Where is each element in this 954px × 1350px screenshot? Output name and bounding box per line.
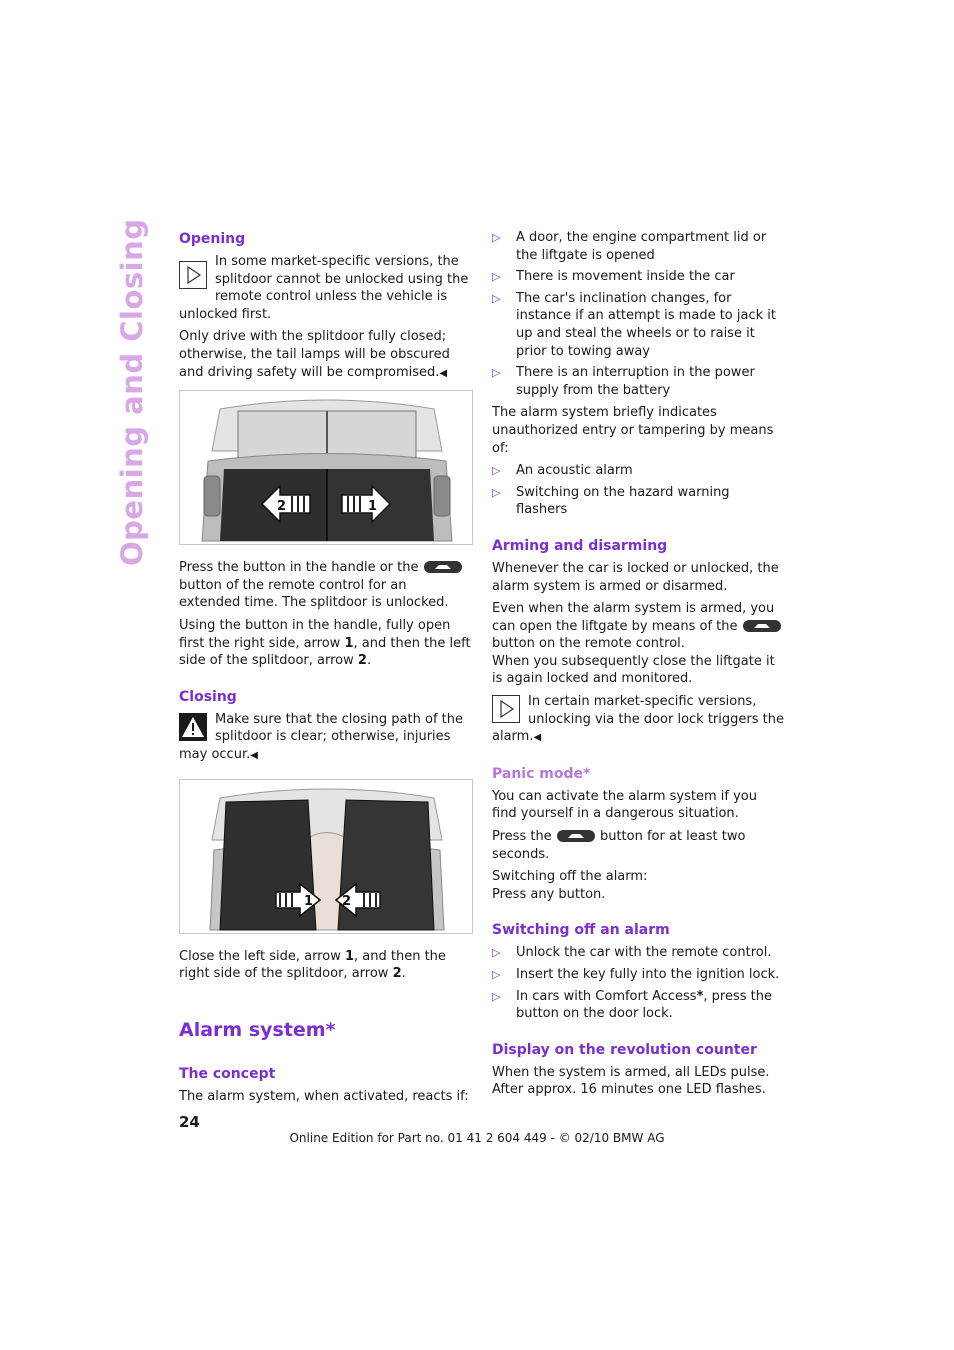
rev-p1: When the system is armed, all LEDs pulse. After approx. 16 minutes one LED flashes. (492, 1064, 770, 1098)
heading-arming: Arming and disarming (492, 537, 668, 554)
arming-p3: When you subsequently close the liftgate it is again locked and monitored. (492, 653, 775, 687)
list-item: ▷ An acoustic alarm (492, 462, 784, 480)
figure-splitdoor-opening (179, 390, 473, 545)
left-column (179, 229, 471, 1110)
opening-after-1: Press the button in the handle or the button of the remote control for an extended time. The splitdoor is unlocked. (179, 559, 471, 612)
note-opening-text: In some market-specific versions, the splitdoor cannot be unlocked using the remote control unless the vehicle is unlocked first. (179, 254, 469, 322)
switch-off-list (492, 944, 784, 1022)
warning-icon (179, 713, 207, 741)
list-item: ▷ A door, the engine compartment lid or the liftgate is opened (492, 229, 784, 264)
figure-splitdoor-closing (179, 779, 473, 934)
footer: Online Edition for Part no. 01 41 2 604 449 - © 02/10 BMW AG (289, 1131, 665, 1145)
list-item: ▷ There is movement inside the car (492, 268, 784, 286)
end-mark-icon: ◀ (250, 749, 258, 761)
heading-panic-mode: Panic mode* (492, 765, 591, 782)
heading-the-concept: The concept (179, 1065, 276, 1082)
warning-closing: Make sure that the closing path of the splitdoor is clear; otherwise, injuries may occur.◀ (179, 711, 463, 762)
indicates-text: The alarm system briefly indicates unauthorized entry or tampering by means of: (492, 405, 774, 456)
heading-closing: Closing (179, 688, 237, 705)
panic-p2: Press the button for at least two seconds. (492, 829, 746, 862)
note-triangle-icon (492, 695, 520, 723)
heading-opening: Opening (179, 231, 246, 247)
panic-p1: You can activate the alarm system if you find yourself in a dangerous situation. (492, 788, 757, 822)
page-number: 24 (179, 1113, 200, 1131)
list-item: ▷ In cars with Comfort Access*, press the button on the door lock. (492, 988, 784, 1023)
opening-paragraph: Only drive with the splitdoor fully closed; otherwise, the tail lamps will be obscured and driving safety will be compromised.◀ (179, 329, 450, 380)
panic-p3: Switching off the alarm: (492, 869, 648, 885)
reacts-list (492, 229, 784, 399)
panic-p4: Press any button. (492, 886, 606, 902)
figure-2-label-right: 2 (342, 893, 352, 909)
car-remote-button-icon (556, 829, 596, 843)
heading-switching-off: Switching off an alarm (492, 922, 670, 939)
right-column (492, 229, 784, 1104)
side-chapter-title: Opening and Closing (115, 218, 149, 566)
heading-revolution-counter: Display on the revolution counter (492, 1041, 757, 1058)
figure-2-label-left: 1 (304, 893, 314, 909)
figure-1-label-left: 2 (277, 499, 287, 515)
concept-text: The alarm system, when activated, reacts if: (179, 1088, 469, 1104)
opening-after-2: Using the button in the handle, fully open first the right side, arrow 1, and then the left side of the splitdoor, arrow 2. (179, 617, 471, 669)
car-remote-button-icon (423, 560, 463, 574)
list-item: ▷ There is an interruption in the power supply from the battery (492, 364, 784, 399)
list-item: ▷ The car's inclination changes, for instance if an attempt is made to jack it up and steal the wheels or to raise it prior to towing away (492, 290, 784, 360)
list-item: ▷ Switching on the hazard warning flashers (492, 484, 784, 519)
car-remote-button-icon (742, 619, 782, 633)
list-item: ▷ Unlock the car with the remote control. (492, 944, 784, 962)
means-list (492, 462, 784, 519)
note-arming: In certain market-specific versions, unlocking via the door lock triggers the alarm.◀ (492, 694, 784, 745)
list-item: ▷ Insert the key fully into the ignition lock. (492, 966, 784, 984)
end-mark-icon: ◀ (533, 732, 542, 744)
closing-after: Close the left side, arrow 1, and then the right side of the splitdoor, arrow 2. (179, 948, 446, 982)
end-mark-icon: ◀ (439, 367, 448, 379)
arming-p1: Whenever the car is locked or unlocked, the alarm system is armed or disarmed. (492, 560, 779, 594)
figure-1-label-right: 1 (368, 499, 378, 515)
arming-p2: Even when the alarm system is armed, you can open the liftgate by means of the button on the remote control. (492, 600, 784, 653)
note-triangle-icon (179, 261, 207, 289)
note-opening (179, 253, 471, 323)
alarm-system-title: Alarm system* (179, 1018, 336, 1041)
